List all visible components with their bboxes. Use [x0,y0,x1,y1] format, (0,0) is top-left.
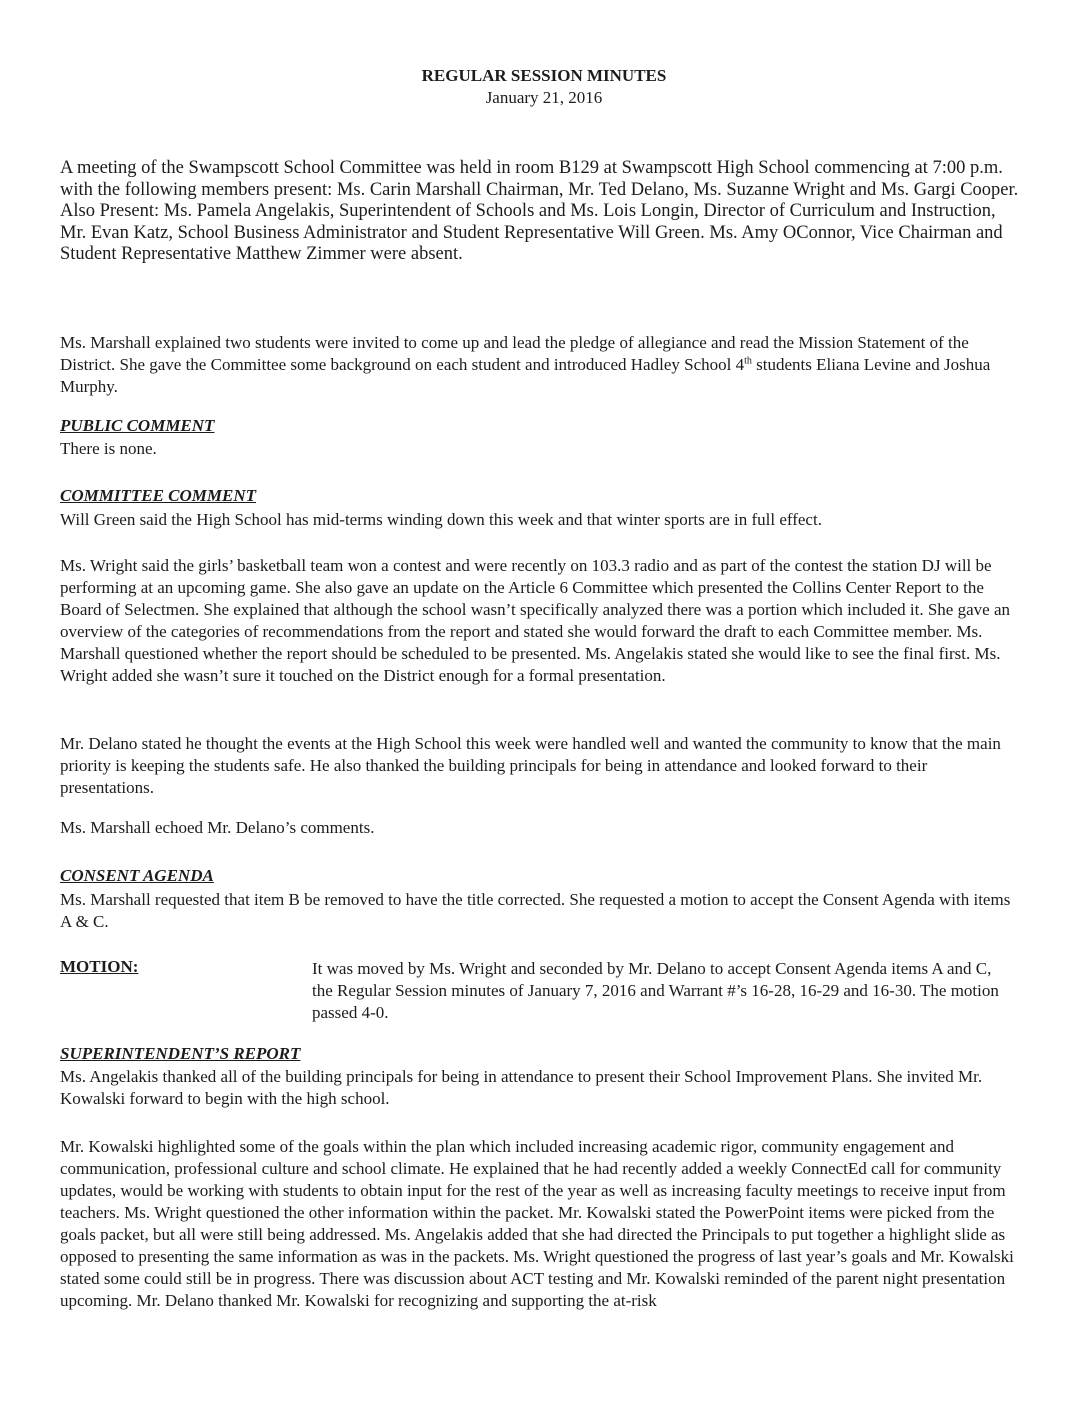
pledge-paragraph [60,332,1020,398]
motion-text: It was moved by Ms. Wright and seconded by Mr. Delano to accept Consent Agenda items A and C, the Regular Session minutes of January 7, 2016 and Warrant #’s 16-28, 16-29 and 16-30. The motion passed 4-0. [312,959,999,1022]
motion-label: MOTION: [60,957,139,976]
consent-agenda-heading: CONSENT AGENDA [60,866,214,885]
ordinal-suffix: th [744,355,752,367]
public-comment-text: There is none. [60,439,157,458]
pledge-text-before: Ms. Marshall explained two students were invited to come up and lead the pledge of allegiance and read the Mission Statement of the District. She gave the Committee some background on each student and introduced Hadley School 4 [60,333,969,374]
public-comment-heading: PUBLIC COMMENT [60,416,215,435]
committee-comment-paragraph-2: Ms. Wright said the girls’ basketball team won a contest and were recently on 103.3 radio and as part of the contest the station DJ will be performing at an upcoming game. She also gave an update on the Article 6 Committee which presented the Collins Center Report to the Board of Selectmen. She explained that although the school wasn’t specifically analyzed there was a portion which included it. She gave an overview of the categories of recommendations from the report and stated she would forward the draft to each Committee member. Ms. Marshall questioned whether the report should be scheduled to be presented. Ms. Angelakis stated she would like to see the final first. Ms. Wright added she wasn’t sure it touched on the District enough for a formal presentation. [60,556,1010,685]
document-title: REGULAR SESSION MINUTES [421,66,667,85]
superintendent-report-paragraph-1: Ms. Angelakis thanked all of the building principals for being in attendance to present their School Improvement Plans. She invited Mr. Kowalski forward to begin with the high school. [60,1067,983,1108]
superintendent-report-paragraph-2: Mr. Kowalski highlighted some of the goals within the plan which included increasing academic rigor, community engagement and communication, professional culture and school climate. He explained that he had recently added a weekly ConnectEd call for community updates, would be working with students to obtain input for the rest of the year as well as increasing faculty meetings to receive input from teachers. Ms. Wright questioned the other information within the packet. Mr. Kowalski stated the PowerPoint items were picked from the goals packet, but all were still being addressed. Ms. Angelakis added that she had directed the Principals to put together a highlight slide as opposed to presenting the same information as was in the packets. Ms. Wright questioned the progress of last year’s goals and Mr. Kowalski stated some could still be in progress. There was discussion about ACT testing and Mr. Kowalski reminded of the parent night presentation upcoming. Mr. Delano thanked Mr. Kowalski for recognizing and supporting the at-risk [60,1137,1014,1310]
document-date: January 21, 2016 [485,88,603,107]
pledge-text-after: students Eliana Levine and Joshua Murphy. [60,355,991,396]
committee-comment-heading: COMMITTEE COMMENT [60,486,257,505]
committee-comment-paragraph-1: Will Green said the High School has mid-terms winding down this week and that winter sports are in full effect. [60,510,822,529]
committee-comment-paragraph-4: Ms. Marshall echoed Mr. Delano’s comments. [60,818,375,837]
superintendent-report-heading: SUPERINTENDENT’S REPORT [60,1044,301,1063]
committee-comment-paragraph-3: Mr. Delano stated he thought the events at the High School this week were handled well and wanted the community to know that the main priority is keeping the students safe. He also thanked the building principals for being in attendance and looked forward to their presentations. [60,734,1001,797]
intro-paragraph: A meeting of the Swampscott School Committee was held in room B129 at Swampscott High School commencing at 7:00 p.m. with the following members present: Ms. Carin Marshall Chairman, Mr. Ted Delano, Ms. Suzanne Wright and Ms. Gargi Cooper. Also Present: Ms. Pamela Angelakis, Superintendent of Schools and Ms. Lois Longin, Director of Curriculum and Instruction, Mr. Evan Katz, School Business Administrator and Student Representative Will Green. Ms. Amy OConnor, Vice Chairman and Student Representative Matthew Zimmer were absent. [60,158,1019,264]
consent-agenda-paragraph: Ms. Marshall requested that item B be removed to have the title corrected. She requested a motion to accept the Consent Agenda with items A & C. [60,890,1011,931]
